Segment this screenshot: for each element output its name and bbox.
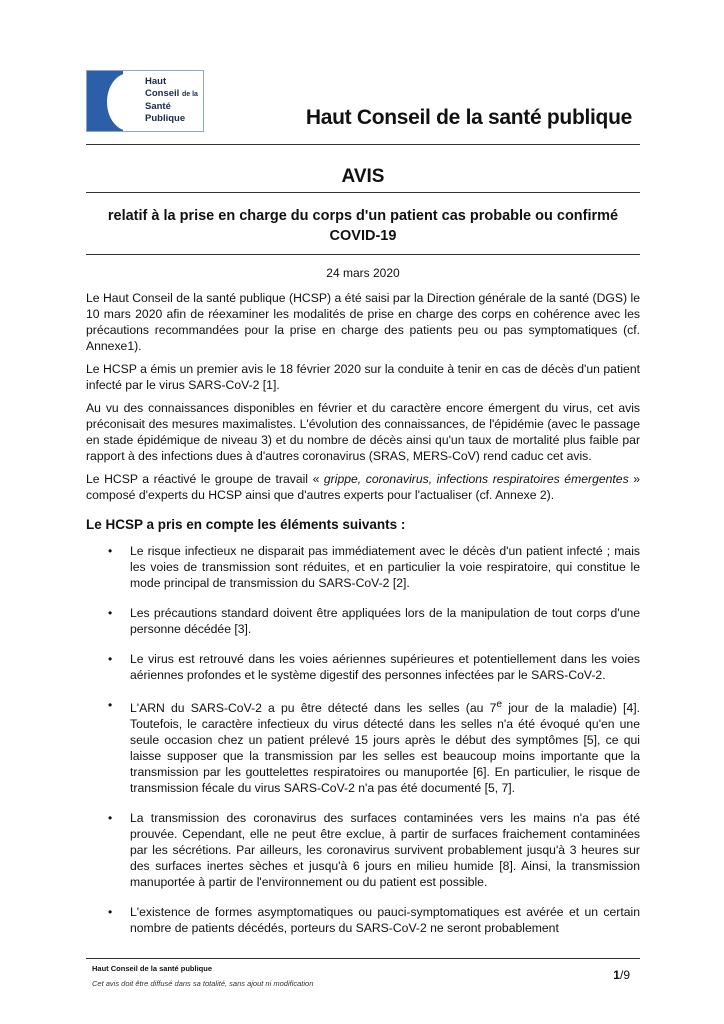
section-heading: Le HCSP a pris en compte les éléments suivants : (86, 517, 406, 532)
footer-distribution-note: Cet avis doit être diffusé dans sa totalité, sans ajout ni modification (92, 979, 314, 988)
paragraph: Le HCSP a émis un premier avis le 18 février 2020 sur la conduite à tenir en cas de décès d'un patient infecté par le virus SARS-CoV-2 [1]. (86, 362, 640, 392)
list-item: • Les précautions standard doivent être appliquées lors de la manipulation de tout corps d'une personne décédée [3]. (108, 606, 640, 636)
doc-date: 24 mars 2020 (326, 266, 400, 280)
logo-line-4: Publique (145, 113, 186, 124)
doc-subtitle (86, 206, 640, 246)
doc-subtitle-line-2: COVID-19 (329, 228, 397, 244)
logo-line-1: Haut (145, 76, 167, 87)
logo-line-3: Santé (145, 101, 171, 112)
bullet-icon: • (108, 544, 113, 558)
logo-line-2: Conseil (145, 88, 180, 99)
list-item: • Le risque infectieux ne disparait pas immédiatement avec le décès d'un patient infecté ; mais les voies de transmission sont réduites, et en particulier la voie respiratoire, qui constitue le mode principal de transmission du SARS-CoV-2 [2]. (108, 544, 640, 590)
organization-title: Haut Conseil de la santé publique (305, 106, 632, 129)
list-item: • Le virus est retrouvé dans les voies aériennes supérieures et potentiellement dans les voies aériennes profondes et le système digestif des personnes infectées par le SARS-CoV-2. (108, 652, 640, 682)
paragraph: Le HCSP a réactivé le groupe de travail « grippe, coronavirus, infections respiratoires émergentes » composé d'experts du HCSP ainsi que d'autres experts pour l'actualiser (cf. Annexe 2). (86, 472, 641, 502)
bullet-icon: • (108, 652, 113, 666)
working-group-name: grippe, coronavirus, infections respiratoires émergentes (323, 472, 629, 486)
bullet-icon: • (108, 606, 113, 620)
doc-type-title: AVIS (341, 166, 385, 187)
bullet-icon: • (108, 698, 113, 712)
title-divider (86, 192, 640, 193)
page-number: 1/9 (613, 968, 630, 982)
paragraph: Le Haut Conseil de la santé publique (HCSP) a été saisi par la Direction générale de la santé (DGS) le 10 mars 2020 afin de réexaminer les modalités de prise en charge des corps en cohérence avec les précautions recommandées pour la prise en charge des patients peu ou pas symptomatiques (cf. Annexe1). (86, 291, 640, 353)
bullet-icon: • (108, 811, 113, 826)
doc-body (86, 290, 640, 950)
logo-wordmark (145, 76, 198, 125)
logo-line-2b: de la (181, 91, 198, 98)
footer-divider (86, 958, 640, 959)
paragraph: Au vu des connaissances disponibles en février et du caractère encore émergent du virus, cet avis préconisait des mesures maximalistes. L'évolution des connaissances, de l'épidémie (avec le passage en stade épidémique de niveau 3) et du nombre de décès ainsi qu'un taux de mortalité plus faible par rapport à des infections dues à d'autres coronavirus (SRAS, MERS-CoV) rend caduc cet avis. (86, 401, 640, 463)
subtitle-divider (86, 254, 640, 255)
doc-subtitle-line-1: relatif à la prise en charge du corps d'un patient cas probable ou confirmé (107, 208, 619, 224)
footer-organization: Haut Conseil de la santé publique (92, 964, 213, 973)
considerations-list (86, 543, 640, 936)
hcsp-logo (86, 70, 204, 132)
list-item: • L'existence de formes asymptomatiques ou pauci-symptomatiques est avérée et un certain nombre de patients décédés, porteurs du SARS-CoV-2 ne seront probablement (108, 905, 640, 936)
list-item: • La transmission des coronavirus des surfaces contaminées vers les mains n'a pas été prouvée. Cependant, elle ne peut être exclue, à partir de surfaces fraichement contaminées par les sécrétions. Par ailleurs, les coronavirus survivent probablement jusqu'à 3 heures sur des surfaces inertes sèches et jusqu'à 6 jours en milieu humide [8]. Ainsi, la transmission manuportée à partir de l'environnement ou du patient est possible. (108, 811, 640, 890)
header-divider (86, 144, 640, 145)
bullet-icon: • (108, 905, 113, 920)
list-item: • L'ARN du SARS-CoV-2 a pu être détecté dans les selles (au 7e jour de la maladie) [4]. Toutefois, le caractère infectieux du virus détecté dans les selles n'a été évoqué qu'en une seule occasion chez un patient prélevé 15 jours après le début des symptômes [5], ce qui laisse supposer que la transmission par les selles est beaucoup moins importante que la transmission par les gouttelettes respiratoires ou manuportée [6]. En particulier, le risque de transmission fécale du virus SARS-CoV-2 n'a pas été documenté [5, 7]. (108, 698, 640, 796)
